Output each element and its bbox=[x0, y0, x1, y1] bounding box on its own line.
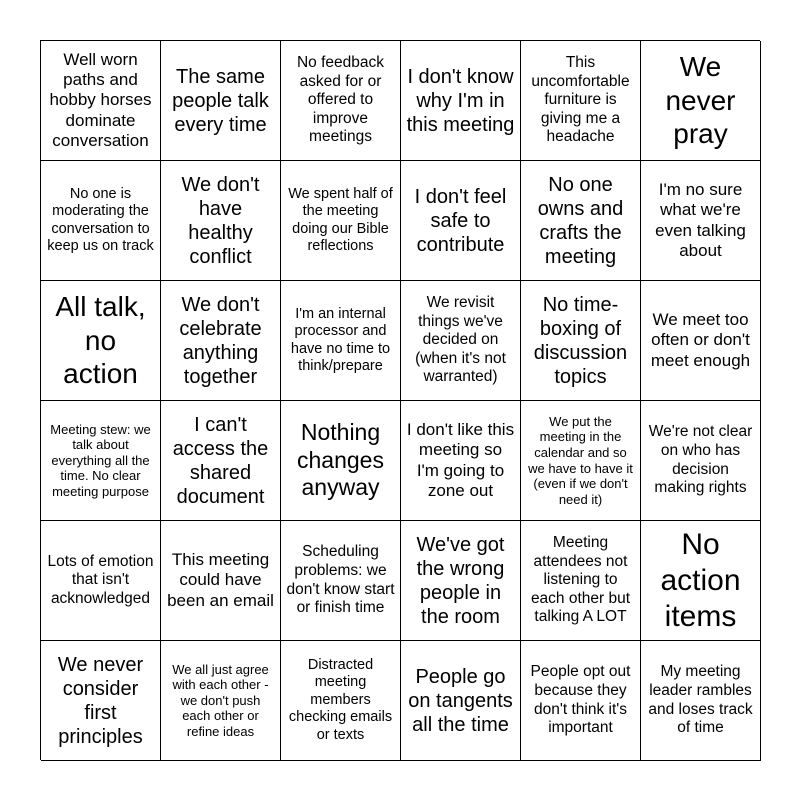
bingo-cell[interactable] bbox=[641, 521, 761, 641]
bingo-cell[interactable] bbox=[521, 41, 641, 161]
cell-text: I don't like this meeting so I'm going to zone out bbox=[406, 419, 515, 500]
bingo-cell[interactable] bbox=[521, 641, 641, 761]
bingo-cell[interactable] bbox=[401, 401, 521, 521]
bingo-cell[interactable] bbox=[641, 161, 761, 281]
cell-text: We're not clear on who has decision making rights bbox=[648, 423, 753, 497]
bingo-cell[interactable] bbox=[401, 161, 521, 281]
cell-text: Scheduling problems: we don't know start or finish time bbox=[286, 543, 395, 617]
cell-text: The same people talk every time bbox=[172, 65, 269, 136]
cell-text: Lots of emotion that isn't acknowledged bbox=[47, 552, 154, 607]
bingo-cell[interactable] bbox=[521, 281, 641, 401]
cell-text: We meet too often or don't meet enough bbox=[650, 309, 751, 370]
bingo-cell[interactable] bbox=[281, 41, 401, 161]
cell-text: No action items bbox=[660, 527, 741, 633]
cell-text: This meeting could have been an email bbox=[167, 549, 274, 610]
cell-text: People opt out because they don't think it's important bbox=[530, 663, 631, 737]
bingo-cell[interactable] bbox=[641, 41, 761, 161]
bingo-cell[interactable] bbox=[161, 401, 281, 521]
bingo-cell[interactable] bbox=[641, 281, 761, 401]
bingo-cell[interactable] bbox=[281, 521, 401, 641]
bingo-cell[interactable] bbox=[401, 41, 521, 161]
cell-text: I'm an internal processor and have no time to think/prepare bbox=[290, 305, 391, 374]
bingo-cell[interactable] bbox=[281, 281, 401, 401]
bingo-cell[interactable] bbox=[161, 521, 281, 641]
cell-text: I can't access the shared document bbox=[172, 413, 269, 508]
cell-text: Distracted meeting members checking emails or texts bbox=[288, 657, 393, 743]
bingo-grid bbox=[40, 40, 760, 760]
bingo-cell[interactable] bbox=[161, 641, 281, 761]
bingo-cell[interactable] bbox=[41, 641, 161, 761]
bingo-cell[interactable] bbox=[281, 641, 401, 761]
cell-text: We all just agree with each other - we don't push each other or refine ideas bbox=[172, 661, 269, 739]
bingo-cell[interactable] bbox=[401, 281, 521, 401]
cell-text: People go on tangents all the time bbox=[408, 665, 513, 736]
bingo-cell[interactable] bbox=[41, 41, 161, 161]
bingo-cell[interactable] bbox=[521, 521, 641, 641]
bingo-cell[interactable] bbox=[41, 401, 161, 521]
bingo-cell[interactable] bbox=[161, 281, 281, 401]
cell-text: Meeting stew: we talk about everything all the time. No clear meeting purpose bbox=[50, 421, 151, 499]
bingo-cell[interactable] bbox=[161, 161, 281, 281]
cell-text: We spent half of the meeting doing our Bible reflections bbox=[288, 185, 393, 254]
cell-text: We never pray bbox=[665, 51, 736, 150]
bingo-cell[interactable] bbox=[281, 161, 401, 281]
cell-text: We never consider first principles bbox=[57, 653, 144, 748]
bingo-cell[interactable] bbox=[161, 41, 281, 161]
bingo-cell[interactable] bbox=[281, 401, 401, 521]
bingo-cell[interactable] bbox=[41, 281, 161, 401]
bingo-cell[interactable] bbox=[41, 521, 161, 641]
cell-text: Meeting attendees not listening to each other but talking A LOT bbox=[530, 534, 631, 626]
cell-text: All talk, no action bbox=[55, 291, 146, 390]
bingo-cell[interactable] bbox=[401, 521, 521, 641]
cell-text: This uncomfortable furniture is giving me a headache bbox=[531, 54, 630, 146]
cell-text: No time-boxing of discussion topics bbox=[533, 293, 628, 388]
cell-text: No feedback asked for or offered to improve meetings bbox=[296, 54, 385, 146]
cell-text: Nothing changes anyway bbox=[297, 419, 384, 501]
bingo-cell[interactable] bbox=[641, 641, 761, 761]
bingo-cell[interactable] bbox=[521, 401, 641, 521]
bingo-cell[interactable] bbox=[401, 641, 521, 761]
cell-text: I'm no sure what we're even talking about bbox=[655, 179, 746, 260]
cell-text: We put the meeting in the calendar and so we have to have it (even if we don't need it) bbox=[528, 413, 633, 507]
cell-text: We don't celebrate anything together bbox=[179, 293, 262, 388]
cell-text: No one owns and crafts the meeting bbox=[537, 173, 624, 268]
cell-text: No one is moderating the conversation to keep us on track bbox=[47, 185, 154, 254]
cell-text: Well worn paths and hobby horses dominate conversation bbox=[49, 49, 152, 151]
bingo-cell[interactable] bbox=[641, 401, 761, 521]
cell-text: We've got the wrong people in the room bbox=[416, 533, 505, 628]
bingo-cell[interactable] bbox=[41, 161, 161, 281]
bingo-cell[interactable] bbox=[521, 161, 641, 281]
cell-text: We don't have healthy conflict bbox=[181, 173, 260, 268]
cell-text: We revisit things we've decided on (when it's not warranted) bbox=[415, 294, 506, 386]
cell-text: I don't know why I'm in this meeting bbox=[406, 65, 515, 136]
cell-text: I don't feel safe to contribute bbox=[414, 185, 507, 256]
cell-text: My meeting leader rambles and loses track of time bbox=[648, 663, 753, 737]
